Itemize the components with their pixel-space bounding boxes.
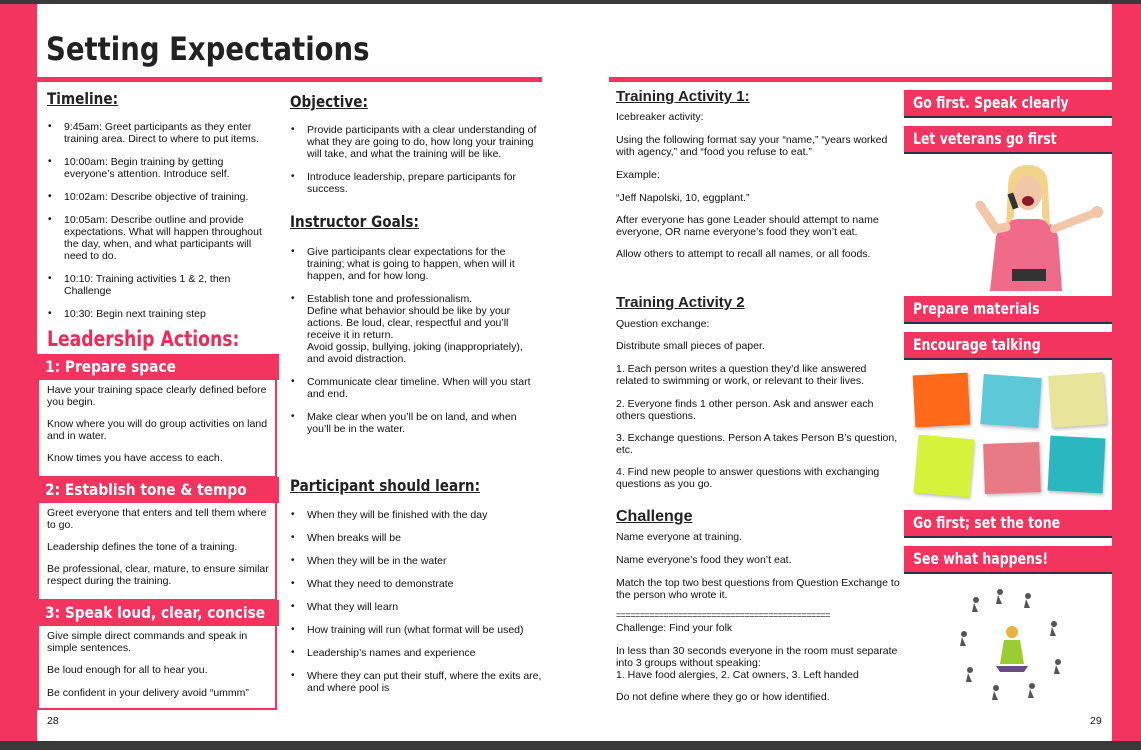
list-item: • 10:10: Training activities 1 & 2, then Challenge [47,273,273,297]
item-text: Give participants clear expectations for the training; what is going to happen, when will it happen, and for how long. [307,246,515,282]
page-number: 29 [1090,715,1102,727]
section-bar-prepare-space [37,354,279,380]
paragraph: 1. Each person writes a question they’d like answered related to swimming or work, or relevant to their lives. [616,363,867,387]
title-underline [37,77,542,82]
participant-heading: Participant should learn: [290,476,481,495]
left-page [0,4,570,741]
right-page [570,4,1141,741]
sticky-notes-image [904,359,1114,507]
left-margin-band [0,4,37,741]
sticky-note [913,373,971,428]
sticky-note [983,442,1041,494]
section-bar-speak-loud [37,600,279,626]
objective-heading: Objective: [290,92,368,111]
list-item: • When they will be in the water [290,555,542,567]
divider-text: ============================================= [616,610,831,620]
item-text: Define what behavior should be like by your actions. Be loud, clear, respectful and you’ll receive it in return. [307,305,511,341]
paragraph: Challenge: Find your folk [616,622,733,634]
section-box-speak-loud [37,626,277,710]
sticky-note [1048,372,1106,428]
instructor-goals-heading: Instructor Goals: [290,212,419,231]
tag-label: Go first. Speak clearly [913,93,1069,112]
paragraph: Name everyone at training. [616,531,743,543]
list-item [290,293,540,365]
paragraph: 3. Exchange questions. Person A takes Person B’s question, etc. [616,432,898,456]
speaker-woman-image [950,157,1105,292]
leadership-heading: Leadership Actions: [47,327,240,351]
list-item: • How training will run (what format will be used) [290,624,542,636]
paragraph: Have your training space clearly defined before you begin. [47,384,267,408]
item-text: Communicate clear timeline. When will you start and end. [307,376,531,400]
tag-encourage-talking [904,332,1112,360]
paragraph: Name everyone’s food they won’t eat. [616,554,792,566]
top-rule [609,77,1112,82]
section-title: 3: Speak loud, clear, concise [45,603,266,622]
paragraph: 4. Find new people to answer questions with exchanging questions as you go. [616,466,880,490]
section-box-prepare-space [37,380,277,478]
instructor-goals-list [290,246,540,446]
list-item: • What they need to demonstrate [290,578,542,590]
participant-list [290,509,542,705]
tag-label: Encourage talking [913,335,1041,354]
list-item: • Leadership’s names and experience [290,647,542,659]
paragraph: Match the top two best questions from Question Exchange to the person who wrote it. [616,577,900,601]
right-margin-band [1112,4,1141,741]
tag-prepare-materials [904,296,1112,324]
paragraph: Example: [616,169,660,181]
section-title: 2: Establish tone & tempo [45,480,247,499]
paragraph: Icebreaker activity: [616,111,704,123]
paragraph: Leadership defines the tone of a training. [47,541,238,553]
people-circle-image [946,582,1076,704]
section-bar-establish-tone [37,477,279,503]
paragraph: After everyone has gone Leader should attempt to name everyone, OR name everyone’s food they won’t eat. [616,214,879,238]
paragraph: Using the following format say your “name,” “years worked with agency,” and “food you refuse to eat.” [616,134,888,158]
paragraph: Do not define where they go or how identified. [616,691,830,703]
list-item: • Introduce leadership, prepare participants for success. [290,171,540,195]
item-text: Make clear when you’ll be on land, and when you’ll be in the water. [307,411,517,435]
paragraph: Be confident in your delivery avoid “ummm” [47,687,249,699]
list-item: • 10:02am: Describe objective of training. [47,191,273,203]
tag-label: Go first; set the tone [913,513,1061,532]
list-item: • Where they can put their stuff, where the exits are, and where pool is [290,670,542,694]
section-title: 1: Prepare space [45,357,176,376]
item-text: Avoid gossip, bullying, joking (inappropriately), and avoid distraction. [307,341,523,365]
tag-go-first [904,90,1112,118]
list-item [290,411,540,435]
sticky-note [914,435,975,498]
paragraph: Be professional, clear, mature, to ensure similar respect during the training. [47,563,269,587]
list-item [290,376,540,400]
activity2-heading: Training Activity 2 [616,294,745,311]
list-item: • When breaks will be [290,532,542,544]
paragraph: Be loud enough for all to hear you. [47,664,208,676]
list-item: • When they will be finished with the day [290,509,542,521]
paragraph: Allow others to attempt to recall all names, or all foods. [616,248,871,260]
list-item: • 10:05am: Describe outline and provide expectations. What will happen throughout the day, when, and what participants will need to do. [47,214,273,262]
objective-list [290,124,540,206]
tag-label: Let veterans go first [913,129,1057,148]
paragraph: In less than 30 seconds everyone in the room must separate into 3 groups without speaking: 1. Have food alergies, 2. Cat owners, 3. Left handed [616,645,898,681]
timeline-list [47,121,273,331]
tag-label: See what happens! [913,549,1049,568]
tag-see-what-happens [904,546,1112,574]
tag-label: Prepare materials [913,299,1040,318]
paragraph: Question exchange: [616,318,710,330]
page-number: 28 [47,715,59,727]
paragraph: Know times you have access to each. [47,452,223,464]
list-item: • 10:00am: Begin training by getting everyone’s attention. Introduce self. [47,156,273,180]
tag-let-veterans [904,126,1112,154]
paragraph: Distribute small pieces of paper. [616,340,765,352]
tag-set-the-tone [904,510,1112,538]
paragraph: “Jeff Napolski, 10, eggplant.” [616,192,750,204]
item-text: • Establish tone and professionalism. [307,293,473,305]
list-item: • Provide participants with a clear understanding of what they are going to do, how long your training will take, and what the training will be like. [290,124,540,160]
timeline-heading: Timeline: [47,89,119,108]
list-item: • 9:45am: Greet participants as they enter training area. Direct to where to put items. [47,121,273,145]
paragraph: Know where you will do group activities on land and in water. [47,418,268,442]
paragraph: Give simple direct commands and speak in simple sentences. [47,630,248,654]
list-item: • 10:30: Begin next training step [47,308,273,320]
section-box-establish-tone [37,503,277,601]
activity1-heading: Training Activity 1: [616,88,750,105]
paragraph: Greet everyone that enters and tell them where to go. [47,507,267,531]
paragraph: 2. Everyone finds 1 other person. Ask and answer each others questions. [616,398,874,422]
sticky-note [1048,436,1106,494]
challenge-heading: Challenge [616,508,693,525]
list-item [290,246,540,282]
page-title: Setting Expectations [46,30,370,68]
list-item: • What they will learn [290,601,542,613]
sticky-note [980,374,1041,428]
